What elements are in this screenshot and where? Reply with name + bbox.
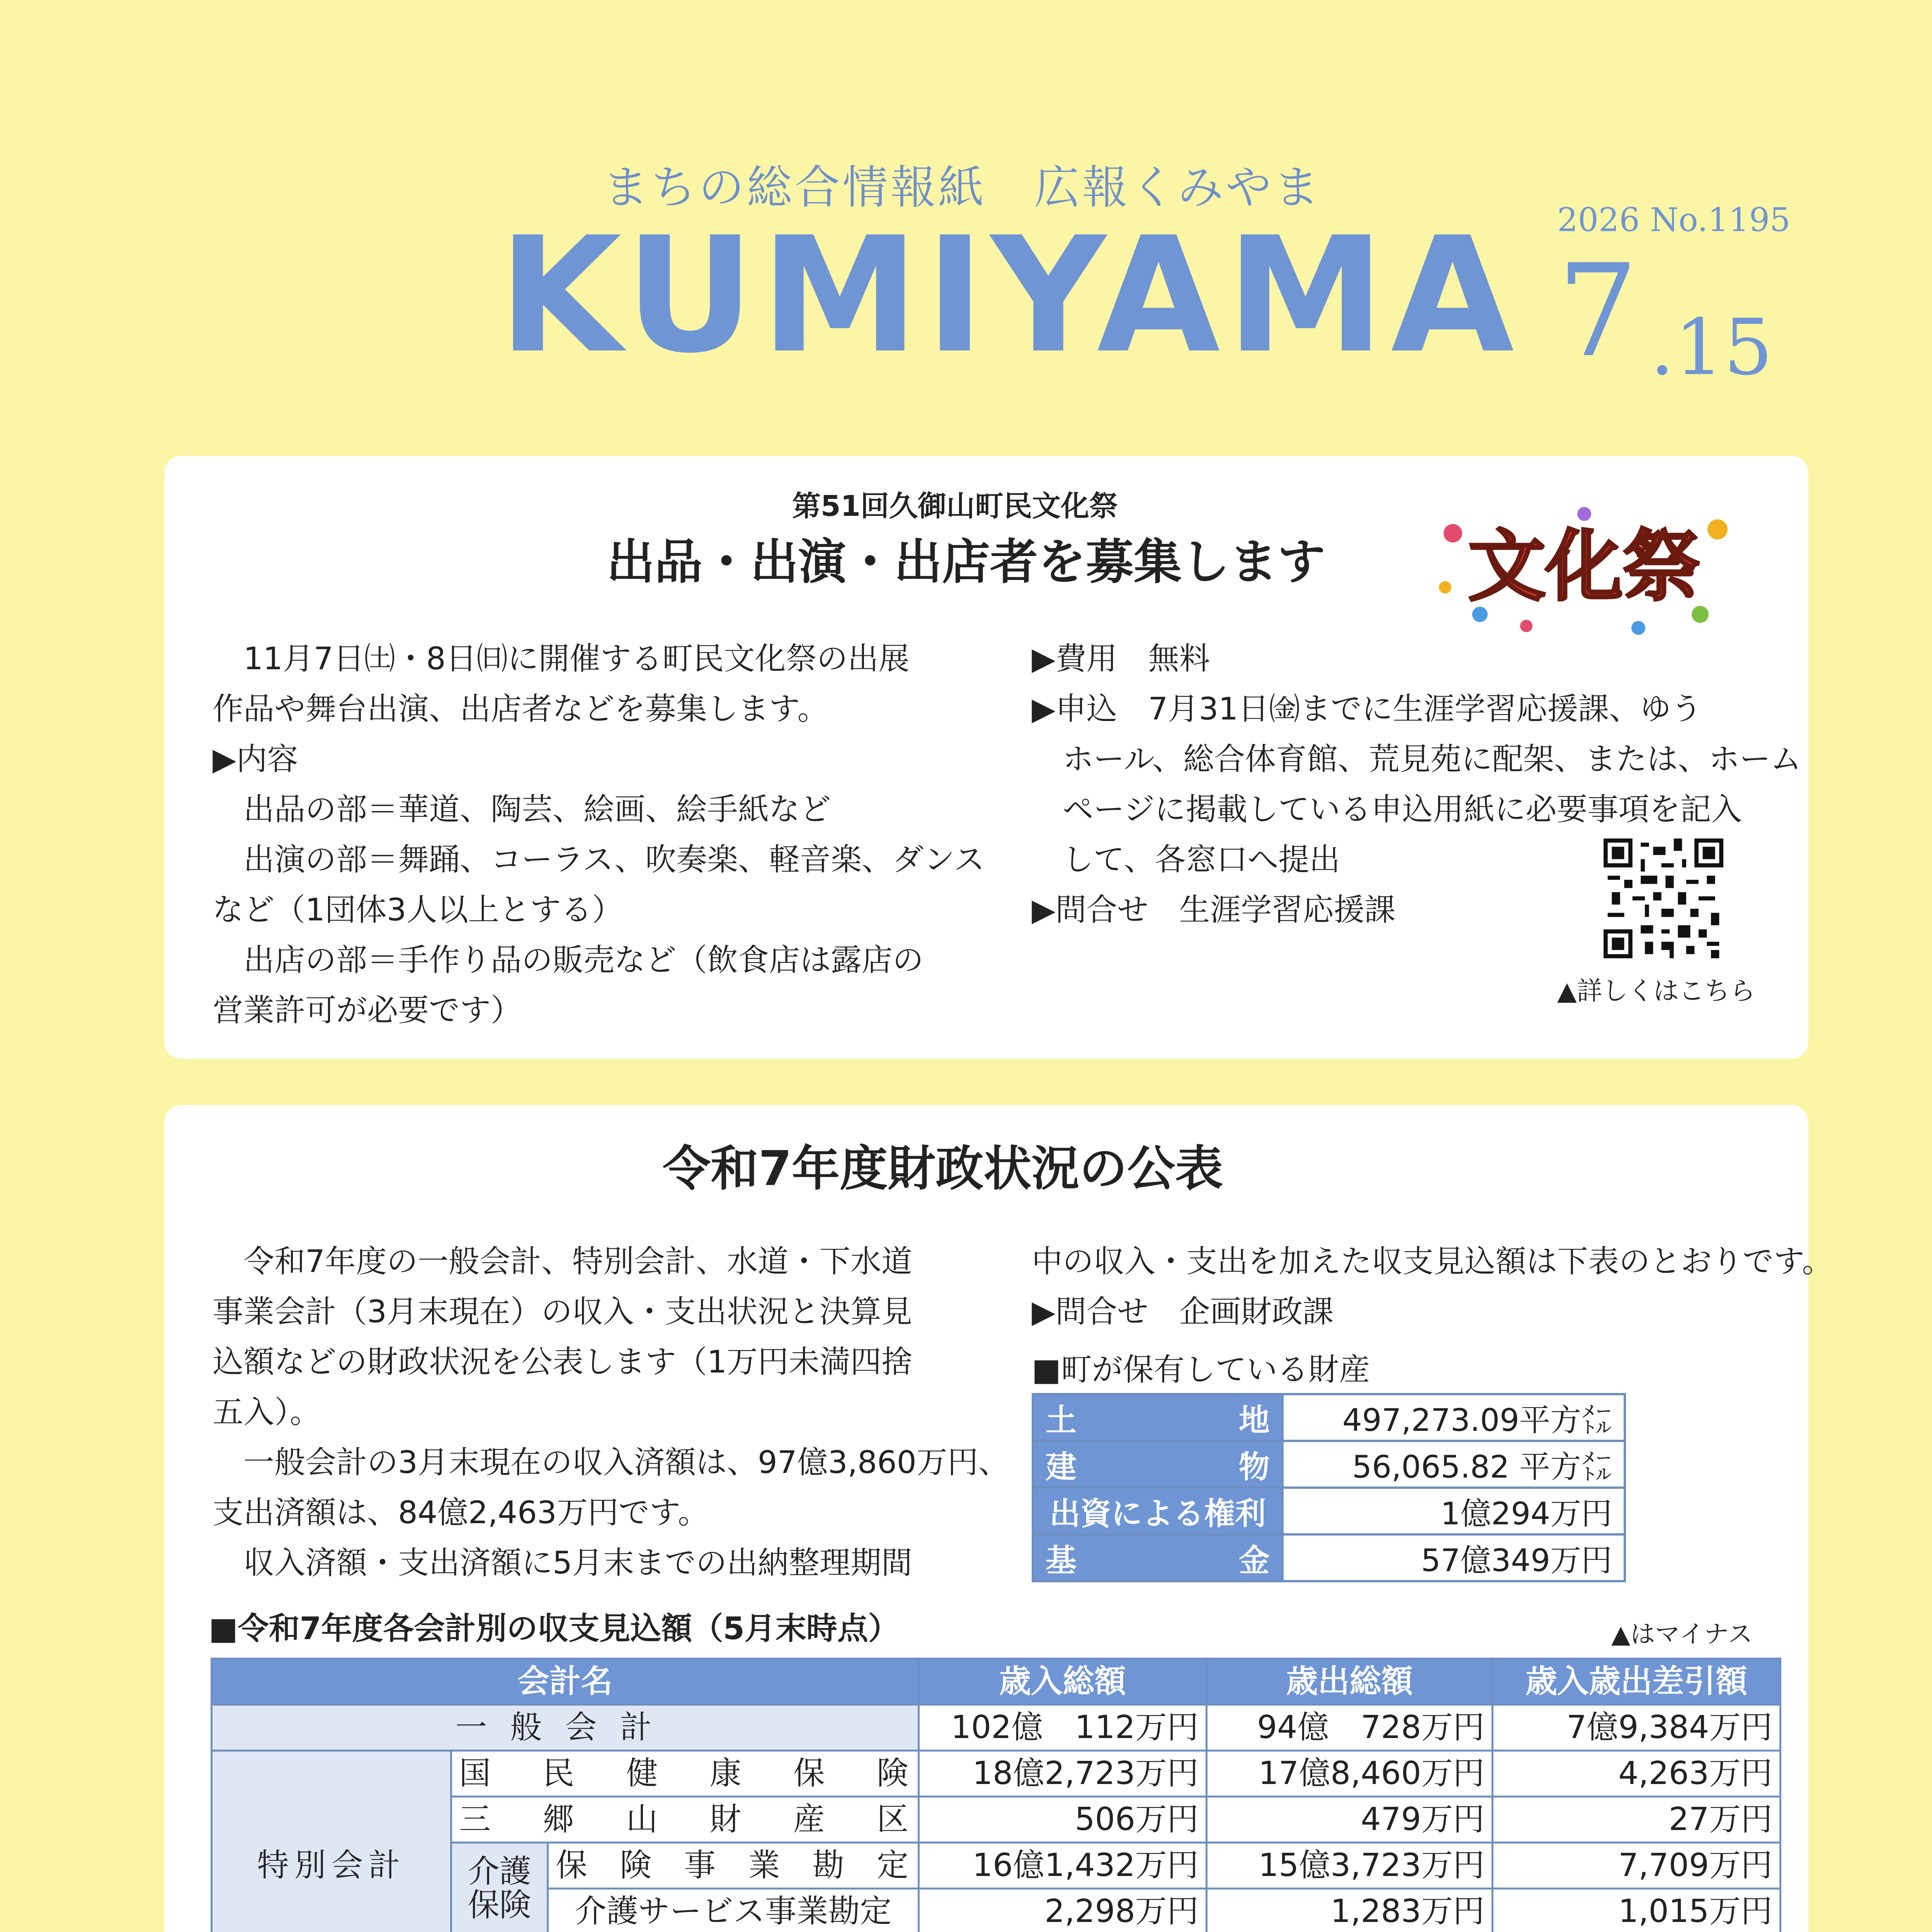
masthead-tagline: まちの総合情報紙 広報くみやま: [603, 161, 1322, 214]
finance-left-line-1: 令和7年度の一般会計、特別会計、水道・下水道: [213, 1243, 912, 1279]
table-row: [212, 1705, 1781, 1751]
property-title: ■町が保有している財産: [1032, 1352, 1370, 1388]
budget-table: [211, 1658, 1781, 1932]
culture-kicker: 第51回久御山町民文化祭: [792, 490, 1118, 523]
culture-headline: 出品・出演・出店者を募集します: [607, 534, 1326, 590]
property-value: 57億349万円: [1282, 1534, 1625, 1581]
property-row: [1033, 1394, 1625, 1441]
property-row: [1033, 1441, 1625, 1488]
account-name: 国民健康保険: [451, 1751, 919, 1797]
revenue-cell: 102億 112万円: [919, 1705, 1207, 1751]
property-row: [1033, 1488, 1625, 1534]
account-name: 介護サービス事業勘定: [548, 1889, 919, 1932]
difference-cell: 27万円: [1493, 1797, 1781, 1843]
finance-left-line-4: 五入）。: [213, 1394, 321, 1430]
difference-cell: 4,263万円: [1493, 1751, 1781, 1797]
culture-left-line-5: 出演の部＝舞踊、コーラス、吹奏楽、軽音楽、ダンス: [213, 842, 985, 878]
header-revenue: 歳入総額: [919, 1659, 1207, 1705]
property-label: 基 金: [1033, 1534, 1282, 1581]
expenditure-cell: 479万円: [1207, 1797, 1493, 1843]
property-table: [1032, 1393, 1626, 1582]
expenditure-cell: 15億3,723万円: [1207, 1843, 1493, 1889]
culture-left-line-1: 11月7日㈯・8日㈰に開催する町民文化祭の出展: [213, 641, 910, 677]
account-name: 三郷山財産区: [451, 1797, 919, 1843]
issue-number: 2026 No.1195: [1557, 201, 1791, 239]
property-label: 建 物: [1033, 1441, 1282, 1488]
culture-left-line-7: 出店の部＝手作り品の販売など（飲食店は露店の: [213, 942, 923, 978]
culture-right-line-1: ▶費用 無料: [1032, 641, 1210, 677]
finance-right-line-2: ▶問合せ 企画財政課: [1032, 1294, 1334, 1330]
general-account-label: 一般会計: [212, 1705, 919, 1751]
culture-left-line-2: 作品や舞台出演、出店者などを募集します。: [213, 691, 828, 727]
issue-day: .15: [1650, 303, 1773, 393]
expenditure-cell: 17億8,460万円: [1207, 1751, 1493, 1797]
finance-left-line-2: 事業会計（3月末現在）の収入・支出状況と決算見: [213, 1294, 912, 1330]
table-row: [212, 1751, 1781, 1797]
masthead-logo: KUMIYAMA: [498, 203, 1520, 388]
issue-month: 7: [1557, 237, 1638, 385]
revenue-cell: 506万円: [919, 1797, 1207, 1843]
culture-right-line-2: ▶申込 7月31日㈮までに生涯学習応援課、ゆう: [1032, 691, 1702, 727]
expenditure-cell: 1,283万円: [1207, 1889, 1493, 1932]
finance-headline: 令和7年度財政状況の公表: [663, 1141, 1223, 1197]
culture-right-line-4: ページに掲載している申込用紙に必要事項を記入: [1032, 791, 1742, 827]
property-value: 56,065.82 平方㍍: [1282, 1441, 1625, 1488]
property-row: [1033, 1534, 1625, 1581]
culture-right-line-5: して、各窓口へ提出: [1032, 842, 1340, 878]
culture-qr-code[interactable]: [1604, 838, 1723, 958]
festival-badge-logo: [1430, 498, 1739, 638]
finance-left-line-3: 込額などの財政状況を公表します（1万円未満四捨: [213, 1344, 912, 1380]
special-account-label: 特別会計: [212, 1751, 451, 1932]
culture-right-line-6: ▶問合せ 生涯学習応援課: [1032, 892, 1396, 928]
property-value: 497,273.09平方㍍: [1282, 1394, 1625, 1441]
header-expenditure: 歳出総額: [1207, 1659, 1493, 1705]
difference-cell: 7,709万円: [1493, 1843, 1781, 1889]
care-insurance-label: 介護保険: [451, 1843, 548, 1932]
culture-left-line-3: ▶内容: [213, 741, 298, 777]
revenue-cell: 18億2,723万円: [919, 1751, 1207, 1797]
difference-cell: 7億9,384万円: [1493, 1705, 1781, 1751]
property-value: 1億294万円: [1282, 1488, 1625, 1534]
difference-cell: 1,015万円: [1493, 1889, 1781, 1932]
finance-left-line-6: 支出済額は、84億2,463万円です。: [213, 1495, 709, 1531]
account-name: 保険事業勘定: [548, 1843, 919, 1889]
property-label: 出資による権利: [1033, 1488, 1282, 1534]
culture-left-line-4: 出品の部＝華道、陶芸、絵画、絵手紙など: [213, 791, 831, 827]
minus-note: ▲はマイナス: [1611, 1620, 1753, 1649]
revenue-cell: 16億1,432万円: [919, 1843, 1207, 1889]
finance-left-line-5: 一般会計の3月末現在の収入済額は、97億3,860万円、: [213, 1444, 1009, 1480]
culture-left-line-8: 営業許可が必要です）: [213, 992, 522, 1028]
budget-table-title: ■令和7年度各会計別の収支見込額（5月末時点）: [209, 1611, 899, 1646]
culture-qr-caption: ▲詳しくはこちら: [1557, 976, 1755, 1006]
culture-right-line-3: ホール、総合体育館、荒見苑に配架、または、ホーム: [1032, 741, 1801, 777]
festival-badge-text: 文化祭: [1468, 522, 1701, 612]
property-label: 土 地: [1033, 1394, 1282, 1441]
culture-left-line-6: など（1団体3人以上とする）: [213, 892, 623, 928]
budget-header-row: [212, 1659, 1781, 1705]
header-account-name: 会計名: [212, 1659, 919, 1705]
header-difference: 歳入歳出差引額: [1493, 1659, 1781, 1705]
finance-left-line-7: 収入済額・支出済額に5月末までの出納整理期間: [213, 1545, 912, 1581]
expenditure-cell: 94億 728万円: [1207, 1705, 1493, 1751]
finance-right-line-1: 中の収入・支出を加えた収支見込額は下表のとおりです。: [1032, 1243, 1833, 1279]
revenue-cell: 2,298万円: [919, 1889, 1207, 1932]
